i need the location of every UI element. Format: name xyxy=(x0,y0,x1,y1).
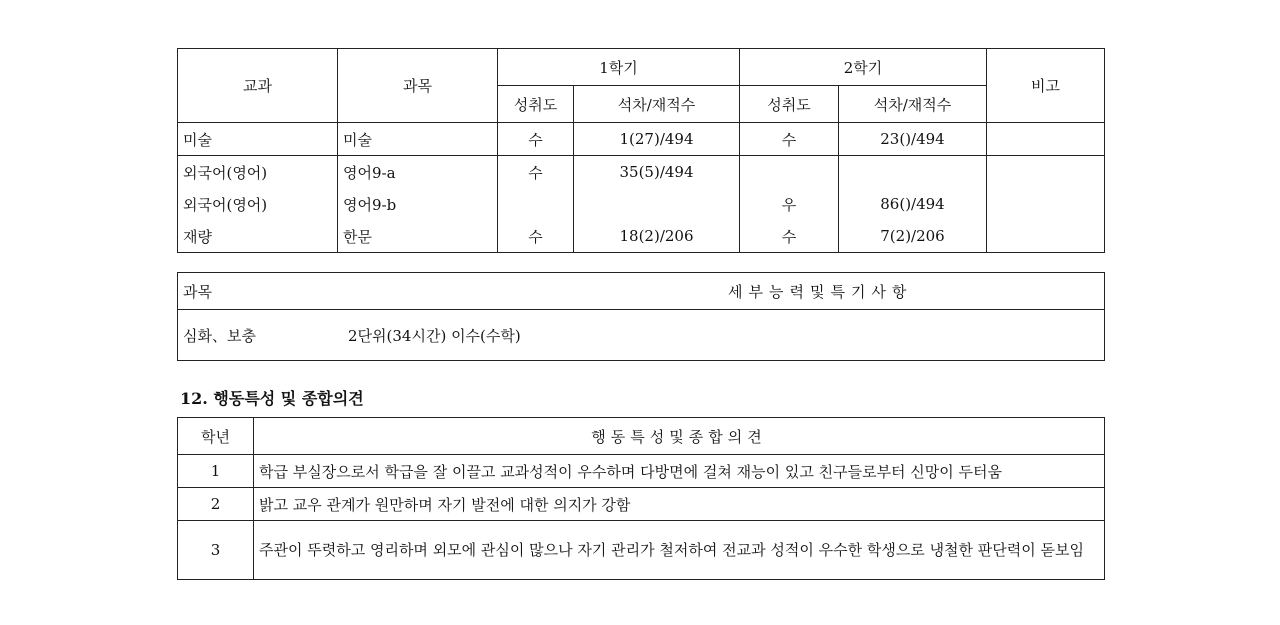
table-row xyxy=(178,220,1105,253)
row-s2-achievement: 수 xyxy=(740,123,839,156)
row-remarks xyxy=(987,188,1105,220)
row-s1-achievement: 수 xyxy=(498,156,574,189)
table-row xyxy=(178,156,1105,189)
details-row-subject: 심화、보충 xyxy=(183,326,256,345)
header-s1-rank: 석차/재적수 xyxy=(574,86,740,123)
detailed-abilities-table xyxy=(177,272,1105,361)
behavior-year-header: 학년 xyxy=(178,418,254,455)
grades-header-row xyxy=(178,49,1105,86)
header-remarks: 비고 xyxy=(987,49,1105,123)
details-header-row xyxy=(178,273,1105,310)
behavior-title: 행동특성및종합의견 xyxy=(254,418,1105,455)
row-subject: 미술 xyxy=(338,123,498,156)
row-s2-achievement: 수 xyxy=(740,220,839,253)
row-remarks xyxy=(987,156,1105,189)
row-subject: 영어9-a xyxy=(338,156,498,189)
row-s1-rank: 18(2)/206 xyxy=(574,220,740,253)
row-subject-group: 외국어(영어) xyxy=(178,156,338,189)
details-title: 세부능력및특기사항 xyxy=(728,282,913,301)
row-s2-rank: 23()/494 xyxy=(839,123,987,156)
behavior-text: 학급 부실장으로서 학급을 잘 이끌고 교과성적이 우수하며 다방면에 걸쳐 재능이 있고 친구들로부터 신망이 두터움 xyxy=(254,455,1105,488)
behavior-text: 주관이 뚜렷하고 영리하며 외모에 관심이 많으나 자기 관리가 철저하여 전교과 성적이 우수한 학생으로 냉철한 판단력이 돋보임 xyxy=(254,521,1105,580)
header-semester-2: 2학기 xyxy=(740,49,987,86)
row-s1-rank: 35(5)/494 xyxy=(574,156,740,189)
behavior-year: 3 xyxy=(178,521,254,580)
table-row xyxy=(178,488,1105,521)
behavior-header-row xyxy=(178,418,1105,455)
behavior-table xyxy=(177,417,1105,580)
behavior-year: 2 xyxy=(178,488,254,521)
details-subject-header: 과목 xyxy=(183,282,212,301)
row-remarks xyxy=(987,123,1105,156)
details-row xyxy=(178,310,1105,361)
header-s2-rank: 석차/재적수 xyxy=(839,86,987,123)
row-subject: 한문 xyxy=(338,220,498,253)
table-row xyxy=(178,455,1105,488)
row-subject-group: 재량 xyxy=(178,220,338,253)
row-s1-achievement: 수 xyxy=(498,220,574,253)
row-subject-group: 외국어(영어) xyxy=(178,188,338,220)
row-s1-rank: 1(27)/494 xyxy=(574,123,740,156)
header-s2-achievement: 성취도 xyxy=(740,86,839,123)
header-semester-1: 1학기 xyxy=(498,49,740,86)
grades-table xyxy=(177,48,1105,253)
row-s2-rank: 86()/494 xyxy=(839,188,987,220)
row-s1-rank xyxy=(574,188,740,220)
row-s2-rank: 7(2)/206 xyxy=(839,220,987,253)
section-title: 12. 행동특성 및 종합의견 xyxy=(180,389,364,408)
row-subject: 영어9-b xyxy=(338,188,498,220)
table-row xyxy=(178,521,1105,580)
row-s1-achievement xyxy=(498,188,574,220)
row-s2-rank xyxy=(839,156,987,189)
row-remarks xyxy=(987,220,1105,253)
table-row xyxy=(178,123,1105,156)
row-s2-achievement: 우 xyxy=(740,188,839,220)
header-subject: 과목 xyxy=(338,49,498,123)
details-row-text: 2단위(34시간) 이수(수학) xyxy=(348,326,521,345)
row-subject-group: 미술 xyxy=(178,123,338,156)
behavior-year: 1 xyxy=(178,455,254,488)
row-s2-achievement xyxy=(740,156,839,189)
header-s1-achievement: 성취도 xyxy=(498,86,574,123)
behavior-text: 밝고 교우 관계가 원만하며 자기 발전에 대한 의지가 강함 xyxy=(254,488,1105,521)
header-subject-group: 교과 xyxy=(178,49,338,123)
table-row xyxy=(178,188,1105,220)
row-s1-achievement: 수 xyxy=(498,123,574,156)
